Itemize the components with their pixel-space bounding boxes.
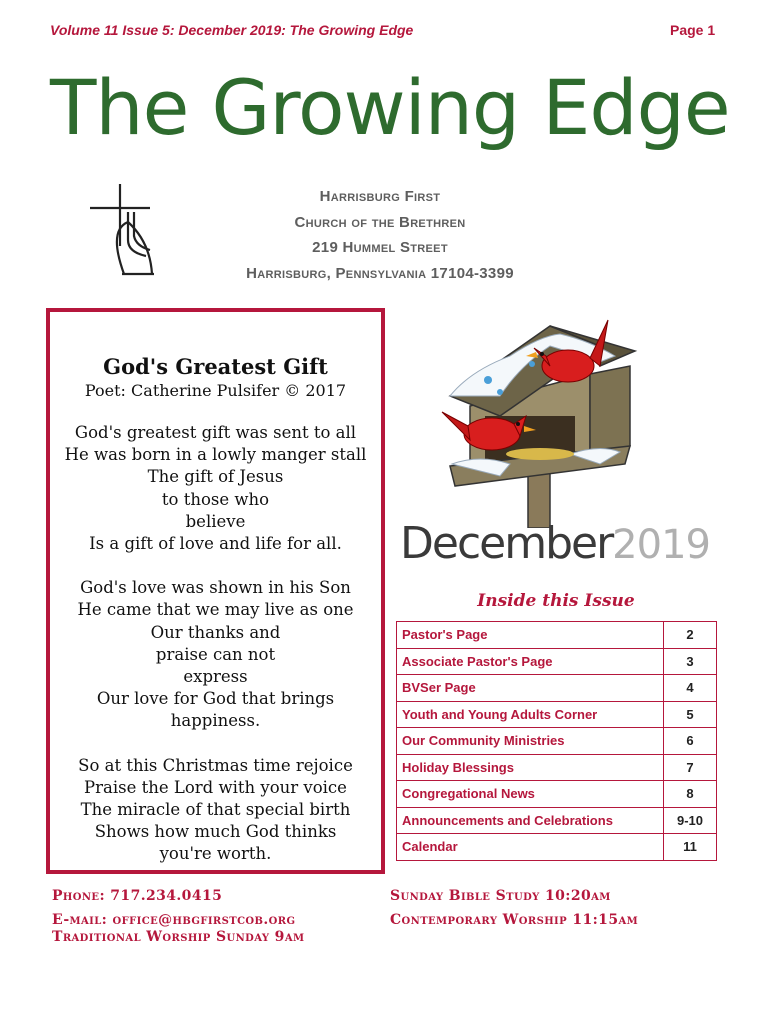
toc-page: 5 xyxy=(664,701,717,728)
toc-label: Youth and Young Adults Corner xyxy=(397,701,664,728)
toc-row xyxy=(397,675,717,702)
poem-stanza xyxy=(50,422,381,555)
toc-label: Our Community Ministries xyxy=(397,728,664,755)
issue-header: Volume 11 Issue 5: December 2019: The Growing Edge xyxy=(50,22,414,38)
poem-line: Is a gift of love and life for all. xyxy=(89,534,342,554)
poem-line: So at this Christmas time rejoice xyxy=(78,755,353,775)
toc-page: 6 xyxy=(664,728,717,755)
poem-line: He came that we may live as one xyxy=(77,600,354,620)
poem-box xyxy=(46,308,385,874)
page-number: Page 1 xyxy=(670,22,716,38)
poem-line: Praise the Lord with your voice xyxy=(84,777,347,797)
toc-row xyxy=(397,622,717,649)
toc-page: 11 xyxy=(664,834,717,861)
toc-row xyxy=(397,807,717,834)
poem-line: Our thanks and praise can not express xyxy=(150,622,281,687)
church-name-line1: Harrisburg First xyxy=(319,188,441,205)
poem-line: God's love was shown in his Son xyxy=(80,578,351,598)
footer-phone: Phone: 717.234.0415 xyxy=(52,888,223,904)
toc-label: BVSer Page xyxy=(397,675,664,702)
toc-row xyxy=(397,648,717,675)
toc-row xyxy=(397,701,717,728)
poem-title: God's Greatest Gift xyxy=(103,354,328,379)
poem-stanza xyxy=(50,755,381,866)
poem-stanza xyxy=(50,577,381,732)
month-banner xyxy=(400,518,710,569)
toc-title: Inside this Issue xyxy=(477,591,635,611)
toc-page: 8 xyxy=(664,781,717,808)
footer-traditional-worship: Traditional Worship Sunday 9am xyxy=(52,929,305,945)
poem-line: The miracle of that special birth xyxy=(80,800,351,820)
footer-email: E-mail: office@hbgfirstcob.org xyxy=(52,912,296,928)
church-name-line2: Church of the Brethren xyxy=(294,213,466,231)
newsletter-title: The Growing Edge xyxy=(50,63,730,152)
toc-page: 7 xyxy=(664,754,717,781)
toc-page: 3 xyxy=(664,648,717,675)
toc-row xyxy=(397,834,717,861)
toc-label: Holiday Blessings xyxy=(397,754,664,781)
poem-line: He was born in a lowly manger stall xyxy=(64,445,367,465)
toc-label: Calendar xyxy=(397,834,664,861)
poem-line: Shows how much God thinks you're worth. xyxy=(94,822,337,864)
toc-row xyxy=(397,781,717,808)
toc-page: 2 xyxy=(664,622,717,649)
poem-line: God's greatest gift was sent to all xyxy=(74,423,357,442)
footer-contemporary-worship: Contemporary Worship 11:15am xyxy=(390,912,639,928)
toc-label: Congregational News xyxy=(397,781,664,808)
church-street: 219 Hummel Street xyxy=(312,239,448,256)
toc-label: Announcements and Celebrations xyxy=(397,807,664,834)
toc-label: Pastor's Page xyxy=(397,622,664,649)
poem-poet: Poet: Catherine Pulsifer © 2017 xyxy=(84,381,347,400)
toc-page: 4 xyxy=(664,675,717,702)
poem-line: The gift of Jesus to those who believe xyxy=(147,467,284,531)
year-label: 2019 xyxy=(612,522,710,568)
birdfeeder-cardinal-illustration xyxy=(440,316,640,533)
church-of-the-brethren-logo xyxy=(88,182,160,281)
table-of-contents xyxy=(396,621,717,861)
footer-bible-study: Sunday Bible Study 10:20am xyxy=(390,888,611,904)
poem-line: Our love for God that brings happiness. xyxy=(96,689,335,731)
church-address-block xyxy=(200,184,560,286)
toc-label: Associate Pastor's Page xyxy=(397,648,664,675)
month-label: December xyxy=(400,518,613,569)
toc-page: 9-10 xyxy=(664,807,717,834)
toc-row xyxy=(397,728,717,755)
church-city: Harrisburg, Pennsylvania 17104-3399 xyxy=(246,264,514,282)
toc-row xyxy=(397,754,717,781)
